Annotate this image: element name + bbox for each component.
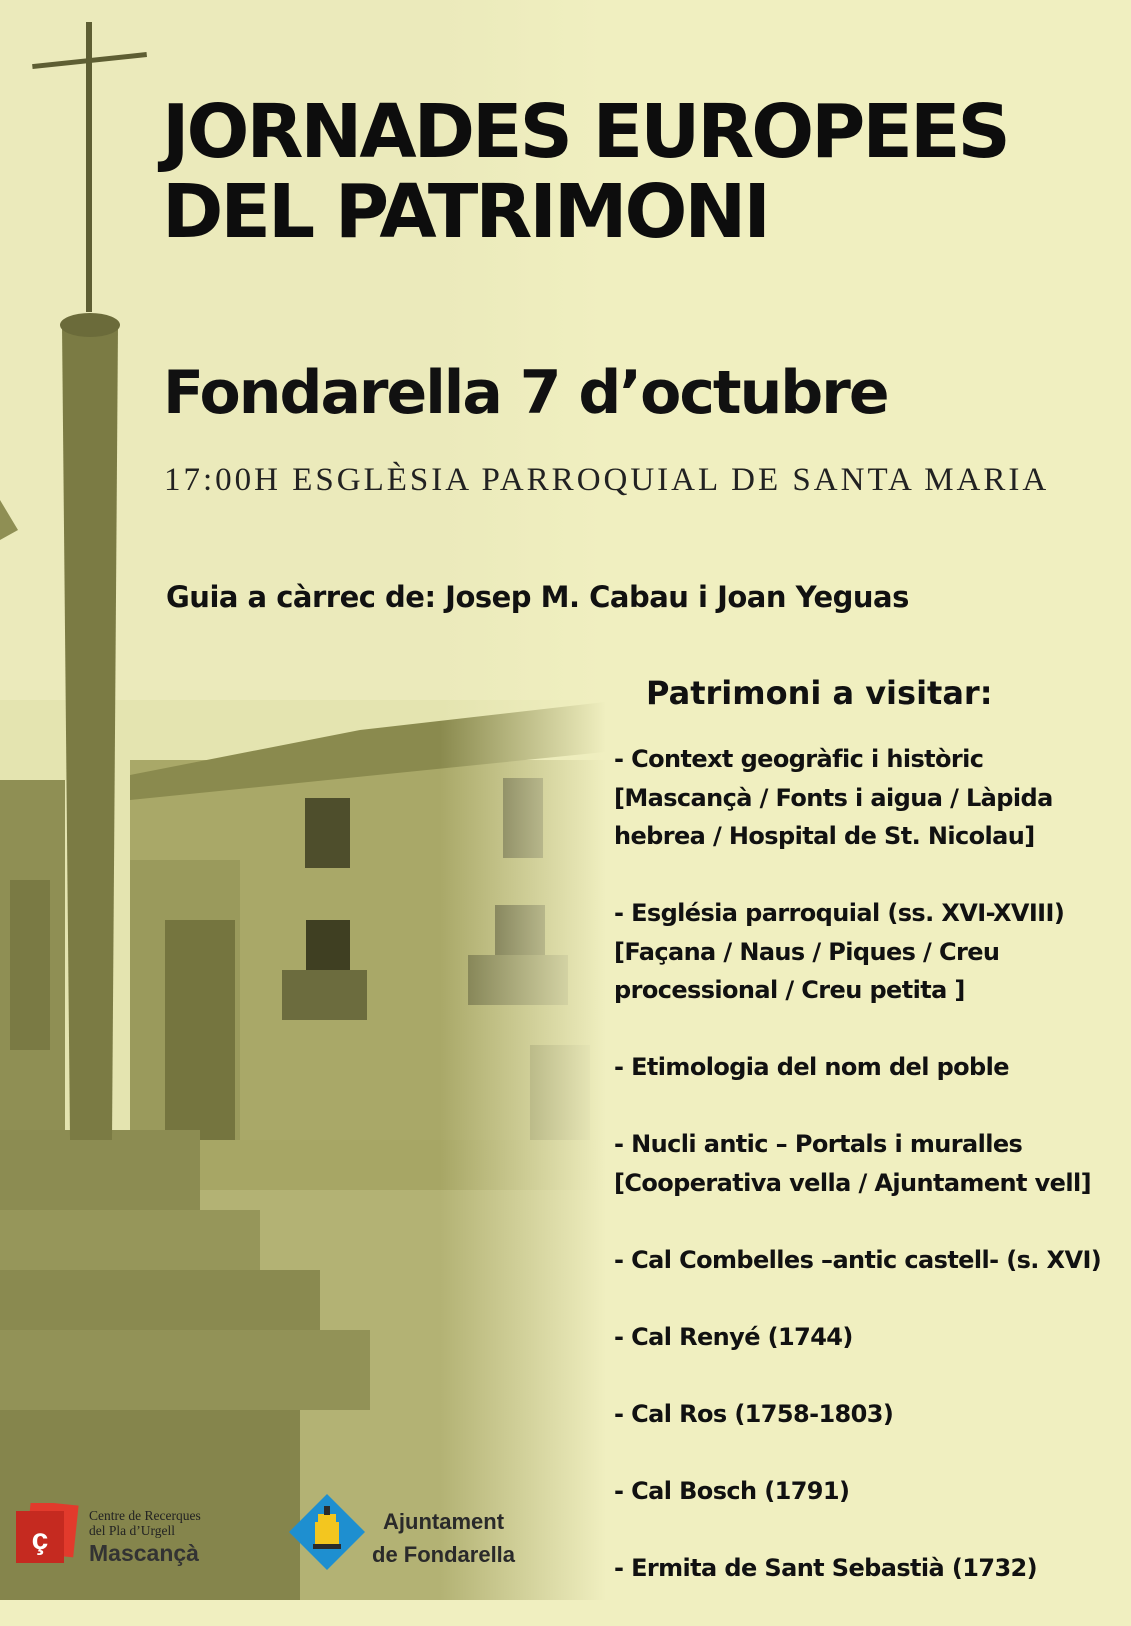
visit-item-title: - Nucli antic – Portals i muralles bbox=[614, 1130, 1023, 1158]
mascanca-org-name: Mascançà bbox=[89, 1540, 199, 1566]
visit-item-detail: [Mascançà / Fonts i aigua / Làpida bbox=[614, 783, 1053, 812]
event-place-date: Fondarella 7 d’octubre bbox=[163, 358, 888, 428]
visit-item-title: - Context geogràfic i històric bbox=[614, 745, 984, 773]
visit-item bbox=[614, 1549, 1128, 1588]
visit-item-title: - Església parroquial (ss. XVI-XVIII) bbox=[614, 899, 1065, 927]
event-title bbox=[162, 89, 1008, 255]
mascanca-logo-icon bbox=[14, 1503, 80, 1565]
visit-item-detail: [Cooperativa vella / Ajuntament vell] bbox=[614, 1168, 1091, 1197]
mascanca-org-line-1: Centre de Recerques bbox=[89, 1508, 201, 1523]
visit-item bbox=[614, 740, 1128, 856]
visit-item bbox=[614, 1125, 1128, 1202]
visit-heading: Patrimoni a visitar: bbox=[646, 674, 993, 712]
visit-item-title: - Ermita de Sant Sebastià (1732) bbox=[614, 1553, 1038, 1582]
mascanca-logo-letter: ç bbox=[31, 1523, 49, 1556]
fondarella-org-line-2: de Fondarella bbox=[372, 1542, 516, 1567]
visit-item-detail: [Façana / Naus / Piques / Creu bbox=[614, 937, 1000, 966]
visit-item bbox=[614, 1395, 1128, 1434]
event-title-line-1: JORNADES EUROPEES bbox=[162, 89, 1008, 175]
visit-item bbox=[614, 1318, 1128, 1357]
visit-item bbox=[614, 894, 1128, 1010]
visit-item-detail: hebrea / Hospital de St. Nicolau] bbox=[614, 822, 1035, 850]
fondarella-coat-of-arms-icon bbox=[287, 1492, 367, 1572]
fondarella-org-line-1: Ajuntament bbox=[383, 1509, 505, 1534]
visit-item-title: - Cal Ros (1758-1803) bbox=[614, 1399, 894, 1428]
visit-item-detail: processional / Creu petita ] bbox=[614, 976, 965, 1004]
mascanca-org-block bbox=[89, 1508, 201, 1568]
visit-item-title: - Cal Combelles –antic castell- (s. XVI) bbox=[614, 1245, 1102, 1274]
fondarella-org-block bbox=[372, 1505, 515, 1571]
event-title-line-2: DEL PATRIMONI bbox=[162, 169, 768, 255]
event-time-venue: 17:00H ESGLÈSIA PARROQUIAL DE SANTA MARIA bbox=[164, 462, 1050, 498]
visit-item-title: - Cal Bosch (1791) bbox=[614, 1476, 850, 1505]
visit-item-title: - Etimologia del nom del poble bbox=[614, 1053, 1009, 1081]
visit-list bbox=[614, 740, 1128, 1626]
visit-item bbox=[614, 1241, 1128, 1280]
visit-item-title: - Cal Renyé (1744) bbox=[614, 1322, 853, 1351]
event-guides: Guia a càrrec de: Josep M. Cabau i Joan Yeguas bbox=[166, 580, 909, 614]
visit-item bbox=[614, 1472, 1128, 1511]
visit-item bbox=[614, 1048, 1128, 1087]
mascanca-org-line-2: del Pla d’Urgell bbox=[89, 1523, 175, 1538]
